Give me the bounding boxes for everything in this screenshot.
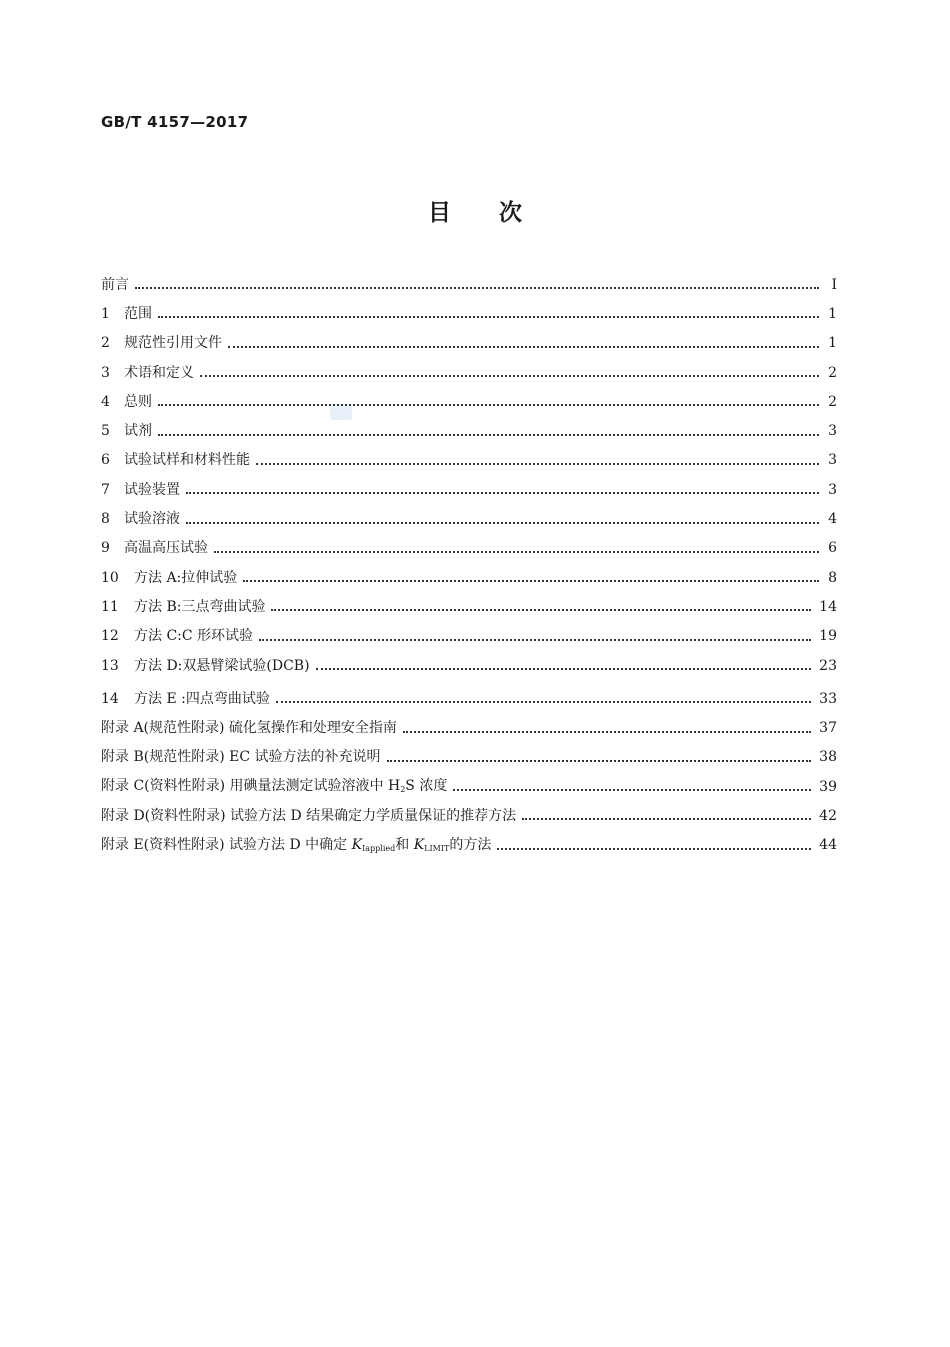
toc-entry-annex-a[interactable]	[101, 713, 837, 742]
table-of-contents	[101, 270, 837, 860]
toc-entry-annex-d[interactable]	[101, 801, 837, 830]
toc-leader-dots	[186, 491, 819, 494]
toc-leader-dots	[387, 759, 812, 762]
page-title: 目次	[428, 200, 570, 226]
toc-leader-dots	[158, 315, 819, 318]
toc-leader-dots	[316, 667, 812, 670]
toc-leader-dots	[522, 817, 811, 820]
toc-entry-2[interactable]	[101, 329, 837, 358]
toc-entry-label: 9 高温高压试验	[101, 540, 208, 557]
toc-leader-dots	[135, 286, 819, 289]
toc-entry-label: 附录 D(资料性附录) 试验方法 D 结果确定力学质量保证的推荐方法	[101, 807, 517, 824]
toc-leader-dots	[228, 345, 819, 348]
toc-page-number: 37	[819, 720, 837, 737]
toc-entry-label: 附录 C(资料性附录) 用碘量法测定试验溶液中 $H_2S$ 浓度	[101, 778, 448, 795]
toc-entry-label: 附录 B(规范性附录) EC 试验方法的补充说明	[101, 749, 381, 766]
toc-page-number: 3	[828, 481, 837, 498]
toc-entry-7[interactable]	[101, 475, 837, 504]
toc-page-number: 23	[819, 657, 837, 674]
toc-entry-label: 4 总则	[101, 393, 152, 410]
toc-entry-label: 附录 E(资料性附录) 试验方法 D 中确定 $K_{Iapplied}$和 $K_{LIMIT}$的方法	[101, 836, 492, 853]
toc-entry-foreword[interactable]	[101, 270, 837, 299]
toc-page-number: 3	[828, 452, 837, 469]
toc-entry-14[interactable]	[101, 684, 837, 713]
toc-entry-label: 12 方法 C:C 形环试验	[101, 628, 254, 645]
toc-entry-annex-b[interactable]	[101, 743, 837, 772]
toc-page-number: 1	[828, 305, 837, 322]
toc-page-number: 19	[819, 628, 837, 645]
toc-page-number: 1	[828, 335, 837, 352]
toc-entry-5[interactable]	[101, 416, 837, 445]
toc-leader-dots	[243, 579, 819, 582]
toc-entry-label: 2 规范性引用文件	[101, 335, 222, 352]
toc-page-number: 2	[828, 364, 837, 381]
toc-leader-dots	[186, 521, 819, 524]
toc-entry-4[interactable]	[101, 387, 837, 416]
toc-page-number: 4	[828, 511, 837, 528]
standard-code: GB/T 4157—2017	[101, 113, 249, 131]
toc-entry-label: 5 试剂	[101, 423, 152, 440]
toc-leader-dots	[497, 847, 811, 850]
toc-entry-1[interactable]	[101, 299, 837, 328]
toc-entry-label: 10 方法 A:拉伸试验	[101, 569, 238, 586]
toc-entry-label: 14 方法 E :四点弯曲试验	[101, 690, 270, 707]
toc-page-number: 2	[828, 393, 837, 410]
toc-leader-dots	[214, 550, 819, 553]
toc-leader-dots	[403, 730, 811, 733]
toc-page-number: 42	[819, 807, 837, 824]
toc-page-number: 44	[819, 837, 837, 854]
toc-page-number: Ⅰ	[831, 276, 837, 293]
toc-entry-label: 8 试验溶液	[101, 511, 180, 528]
toc-page-number: 6	[828, 540, 837, 557]
toc-page-number: 38	[819, 749, 837, 766]
toc-leader-dots	[276, 700, 811, 703]
toc-page-number: 39	[819, 778, 837, 795]
toc-entry-label: 7 试验装置	[101, 481, 180, 498]
toc-entry-label: 3 术语和定义	[101, 364, 194, 381]
toc-page-number: 14	[819, 598, 837, 615]
toc-page-number: 8	[828, 569, 837, 586]
toc-leader-dots	[256, 462, 819, 465]
toc-leader-dots	[259, 638, 811, 641]
toc-leader-dots	[158, 433, 819, 436]
toc-entry-annex-e[interactable]	[101, 831, 837, 860]
toc-leader-dots	[271, 608, 811, 611]
toc-entry-label: 11 方法 B:三点弯曲试验	[101, 598, 266, 615]
toc-entry-8[interactable]	[101, 504, 837, 533]
toc-page-number: 33	[819, 690, 837, 707]
toc-entry-annex-c[interactable]	[101, 772, 837, 801]
toc-page-number: 3	[828, 423, 837, 440]
toc-entry-13[interactable]	[101, 651, 837, 680]
toc-entry-10[interactable]	[101, 563, 837, 592]
toc-entry-label: 13 方法 D:双悬臂梁试验(DCB)	[101, 657, 310, 674]
toc-entry-label: 6 试验试样和材料性能	[101, 452, 250, 469]
toc-entry-9[interactable]	[101, 534, 837, 563]
toc-entry-label: 1 范围	[101, 305, 152, 322]
toc-leader-dots	[200, 374, 819, 377]
toc-entry-11[interactable]	[101, 592, 837, 621]
toc-entry-label: 前言	[101, 276, 129, 293]
toc-leader-dots	[453, 788, 811, 791]
toc-leader-dots	[158, 403, 819, 406]
toc-entry-3[interactable]	[101, 358, 837, 387]
toc-entry-6[interactable]	[101, 446, 837, 475]
toc-entry-12[interactable]	[101, 622, 837, 651]
toc-entry-label: 附录 A(规范性附录) 硫化氢操作和处理安全指南	[101, 720, 397, 737]
